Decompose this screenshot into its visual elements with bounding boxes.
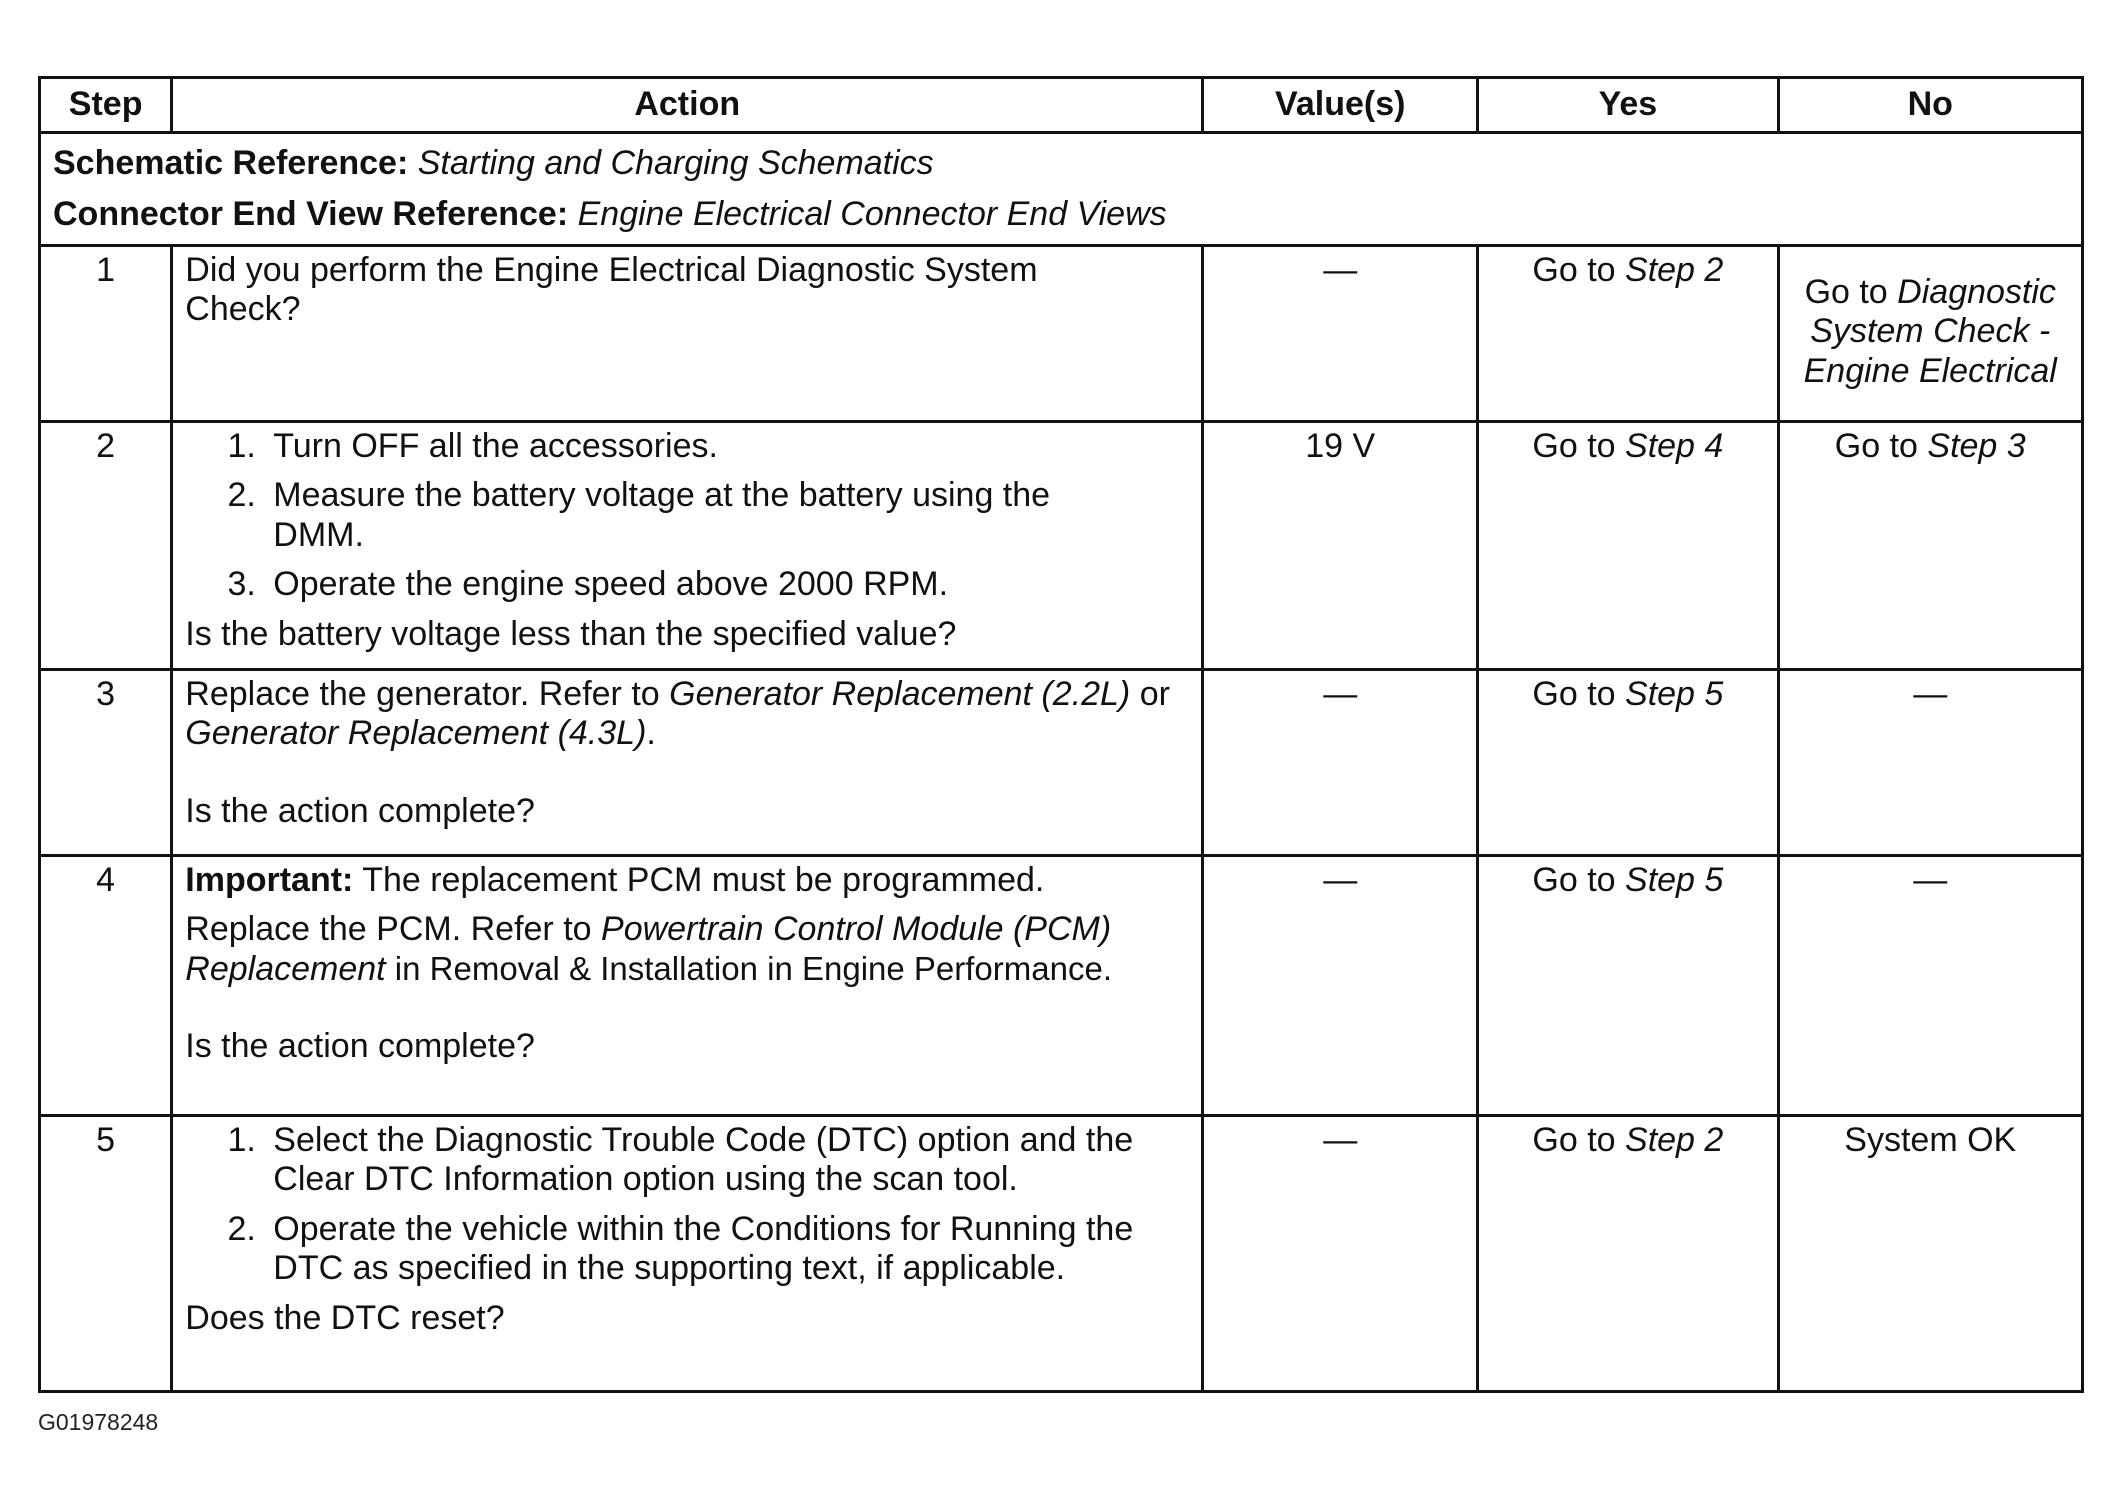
yes-link: Step 4 [1625,427,1724,465]
no-link: Diagnostic System Check - Engine Electrical [1803,273,2057,390]
yes-cell [1478,1116,1778,1392]
schematic-reference-value: Starting and Charging Schematics [417,144,934,182]
yes-cell [1478,856,1778,1116]
list-item: 3. Operate the engine speed above 2000 RPM. [265,565,1111,604]
action-text-part: Replace the PCM. Refer to [185,910,602,949]
header-step: Step [40,78,172,133]
header-yes: Yes [1478,78,1778,133]
yes-prefix: Go to [1532,675,1626,713]
schematic-reference [53,138,2069,189]
value-cell: — [1203,856,1478,1116]
no-cell [1778,246,2083,422]
action-text-part: in [385,949,430,987]
table-row [40,246,2083,422]
action-cell [172,1116,1203,1392]
list-item: 2. Operate the vehicle within the Conditions for Running the DTC as specified in the supporting text, if applicable. [265,1210,1189,1289]
list-item: 1. Select the Diagnostic Trouble Code (DTC) option and the Clear DTC Information option using the scan tool. [265,1121,1189,1200]
action-cell [172,422,1203,670]
yes-link: Step 2 [1625,1121,1724,1159]
action-list [185,427,1111,605]
connector-reference [53,189,2069,240]
yes-prefix: Go to [1532,1121,1626,1159]
connector-reference-label: Connector End View Reference: [53,195,569,233]
header-action: Action [172,78,1203,133]
header-values: Value(s) [1203,78,1478,133]
reference-link: Generator Replacement (4.3L) [185,714,647,753]
action-text-part: or [1130,675,1170,713]
action-cell [172,670,1203,856]
action-question: Is the action complete? [185,791,535,830]
schematic-reference-label: Schematic Reference: [53,144,409,182]
yes-cell [1478,422,1778,670]
important-note [185,861,1189,900]
action-question: Is the action complete? [185,1027,535,1066]
yes-prefix: Go to [1532,251,1626,289]
no-link: Step 3 [1927,427,2026,465]
action-cell [172,246,1203,422]
reference-link: Powertrain Control Module (PCM) Replacement [185,910,1112,988]
step-number: 1 [40,246,172,422]
action-question: Does the DTC reset? [185,1298,505,1337]
action-list [185,1121,1189,1289]
step-number: 5 [40,1116,172,1392]
no-cell: — [1778,856,2083,1116]
no-prefix: Go to [1834,427,1928,465]
reference-row [40,133,2083,246]
table-row [40,1116,2083,1392]
action-text-part: . [646,714,656,753]
no-prefix: Go to [1804,273,1898,311]
value-cell: 19 V [1203,422,1478,670]
yes-link: Step 2 [1625,251,1724,289]
table-row [40,422,2083,670]
list-item: 1. Turn OFF all the accessories. [265,427,1111,466]
yes-link: Step 5 [1625,675,1724,713]
action-text-part: Replace the generator. Refer to [185,675,670,713]
reference-link: Generator Replacement (2.2L) [669,675,1131,713]
action-text [185,910,1189,989]
yes-prefix: Go to [1532,427,1626,465]
diagnostic-table [38,76,2084,1393]
yes-link: Step 5 [1625,861,1724,899]
list-item: 2. Measure the battery voltage at the battery using the DMM. [265,476,1111,555]
value-cell: — [1203,1116,1478,1392]
header-no: No [1778,78,2083,133]
no-cell [1778,422,2083,670]
value-cell: — [1203,246,1478,422]
action-text-part: Removal & Installation in Engine Performance. [429,949,1112,987]
value-cell: — [1203,670,1478,856]
action-question: Is the battery voltage less than the specified value? [185,614,957,653]
step-number: 3 [40,670,172,856]
action-text: Did you perform the Engine Electrical Diagnostic System Check? [185,251,1038,329]
step-number: 2 [40,422,172,670]
action-text [185,675,1189,754]
yes-cell [1478,246,1778,422]
important-text: The replacement PCM must be programmed. [353,861,1045,899]
action-cell [172,856,1203,1116]
no-cell: — [1778,670,2083,856]
table-row [40,856,2083,1116]
important-label: Important: [185,861,354,899]
header-row [40,78,2083,133]
connector-reference-value: Engine Electrical Connector End Views [577,195,1167,233]
table-row [40,670,2083,856]
figure-id: G01978248 [38,1409,159,1435]
reference-cell [40,133,2083,246]
yes-cell [1478,670,1778,856]
step-number: 4 [40,856,172,1116]
no-cell: System OK [1778,1116,2083,1392]
yes-prefix: Go to [1532,861,1626,899]
